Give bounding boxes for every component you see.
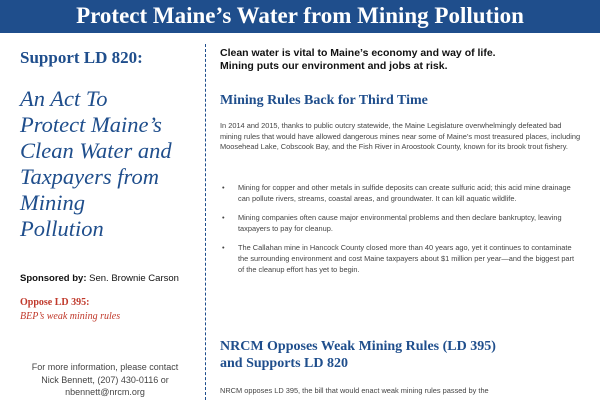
bullet-text: Mining for copper and other metals in sulfide deposits can create sulfuric acid; this acid mine drainage can pollute rivers, streams, coastal areas, and groundwater. It can kill aquatic wildlife. (238, 183, 571, 203)
section1-paragraph: In 2014 and 2015, thanks to public outcry statewide, the Maine Legislature overwhelmingly defeated bad mining rules that would have allowed dangerous mines near some of Maine’s most treasured places, including Moosehead Lake, Cobscook Bay, and the Fish River in Aroostook County, known for its brook trout fishery. (220, 121, 581, 152)
left-column (0, 40, 205, 400)
bullet-text: Mining companies often cause major environmental problems and then declare bankruptcy, leaving taxpayers to pay for cleanup. (238, 213, 562, 233)
act-title-line: Mining (20, 190, 85, 215)
sponsored-label: Sponsored by: (20, 273, 87, 284)
act-title-line: An Act To (20, 86, 108, 111)
act-title-line: Pollution (20, 216, 104, 241)
oppose-heading: Oppose LD 395: (20, 297, 90, 308)
bullet-text: The Callahan mine in Hancock County closed more than 40 years ago, yet it continues to contaminate the surrounding environment and cost Maine taxpayers about $1 million per year—and the biggest part of the cleanup effort has yet to begin. (238, 243, 575, 274)
contact-line: Nick Bennett, (207) 430-0116 or (41, 374, 169, 385)
support-heading: Support LD 820: (20, 48, 143, 67)
list-item (220, 243, 582, 275)
bullet-list (220, 183, 582, 284)
oppose-subheading: BEP’s weak mining rules (20, 311, 121, 322)
list-item (220, 213, 582, 234)
banner-title: Protect Maine’s Water from Mining Pollution (0, 0, 600, 33)
section2-heading (220, 338, 588, 372)
section2-paragraph: NRCM opposes LD 395, the bill that would enact weak mining rules passed by the (220, 386, 489, 395)
bullet-icon: • (222, 243, 225, 253)
contact-email[interactable]: nbennett@nrcm.org (65, 387, 145, 397)
section1-heading: Mining Rules Back for Third Time (220, 93, 428, 108)
act-title-line: Taxpayers from (20, 164, 159, 189)
act-title-line: Clean Water and (20, 138, 172, 163)
sponsor-name: Sen. Brownie Carson (89, 273, 179, 284)
intro-line: Clean water is vital to Maine’s economy and way of life. (220, 47, 496, 59)
contact-info (5, 361, 205, 399)
section2-heading-line: and Supports LD 820 (220, 356, 348, 371)
act-title (20, 86, 205, 242)
contact-line: For more information, please contact (31, 362, 179, 372)
intro-line: Mining puts our environment and jobs at risk. (220, 60, 448, 72)
bullet-icon: • (222, 183, 225, 192)
bullet-icon: • (222, 213, 225, 223)
column-divider (205, 44, 206, 400)
list-item (220, 183, 582, 204)
intro-text (220, 47, 588, 73)
sponsor-line (20, 273, 179, 284)
act-title-line: Protect Maine’s (20, 112, 162, 137)
section2-heading-line: NRCM Opposes Weak Mining Rules (LD 395) (220, 339, 496, 354)
